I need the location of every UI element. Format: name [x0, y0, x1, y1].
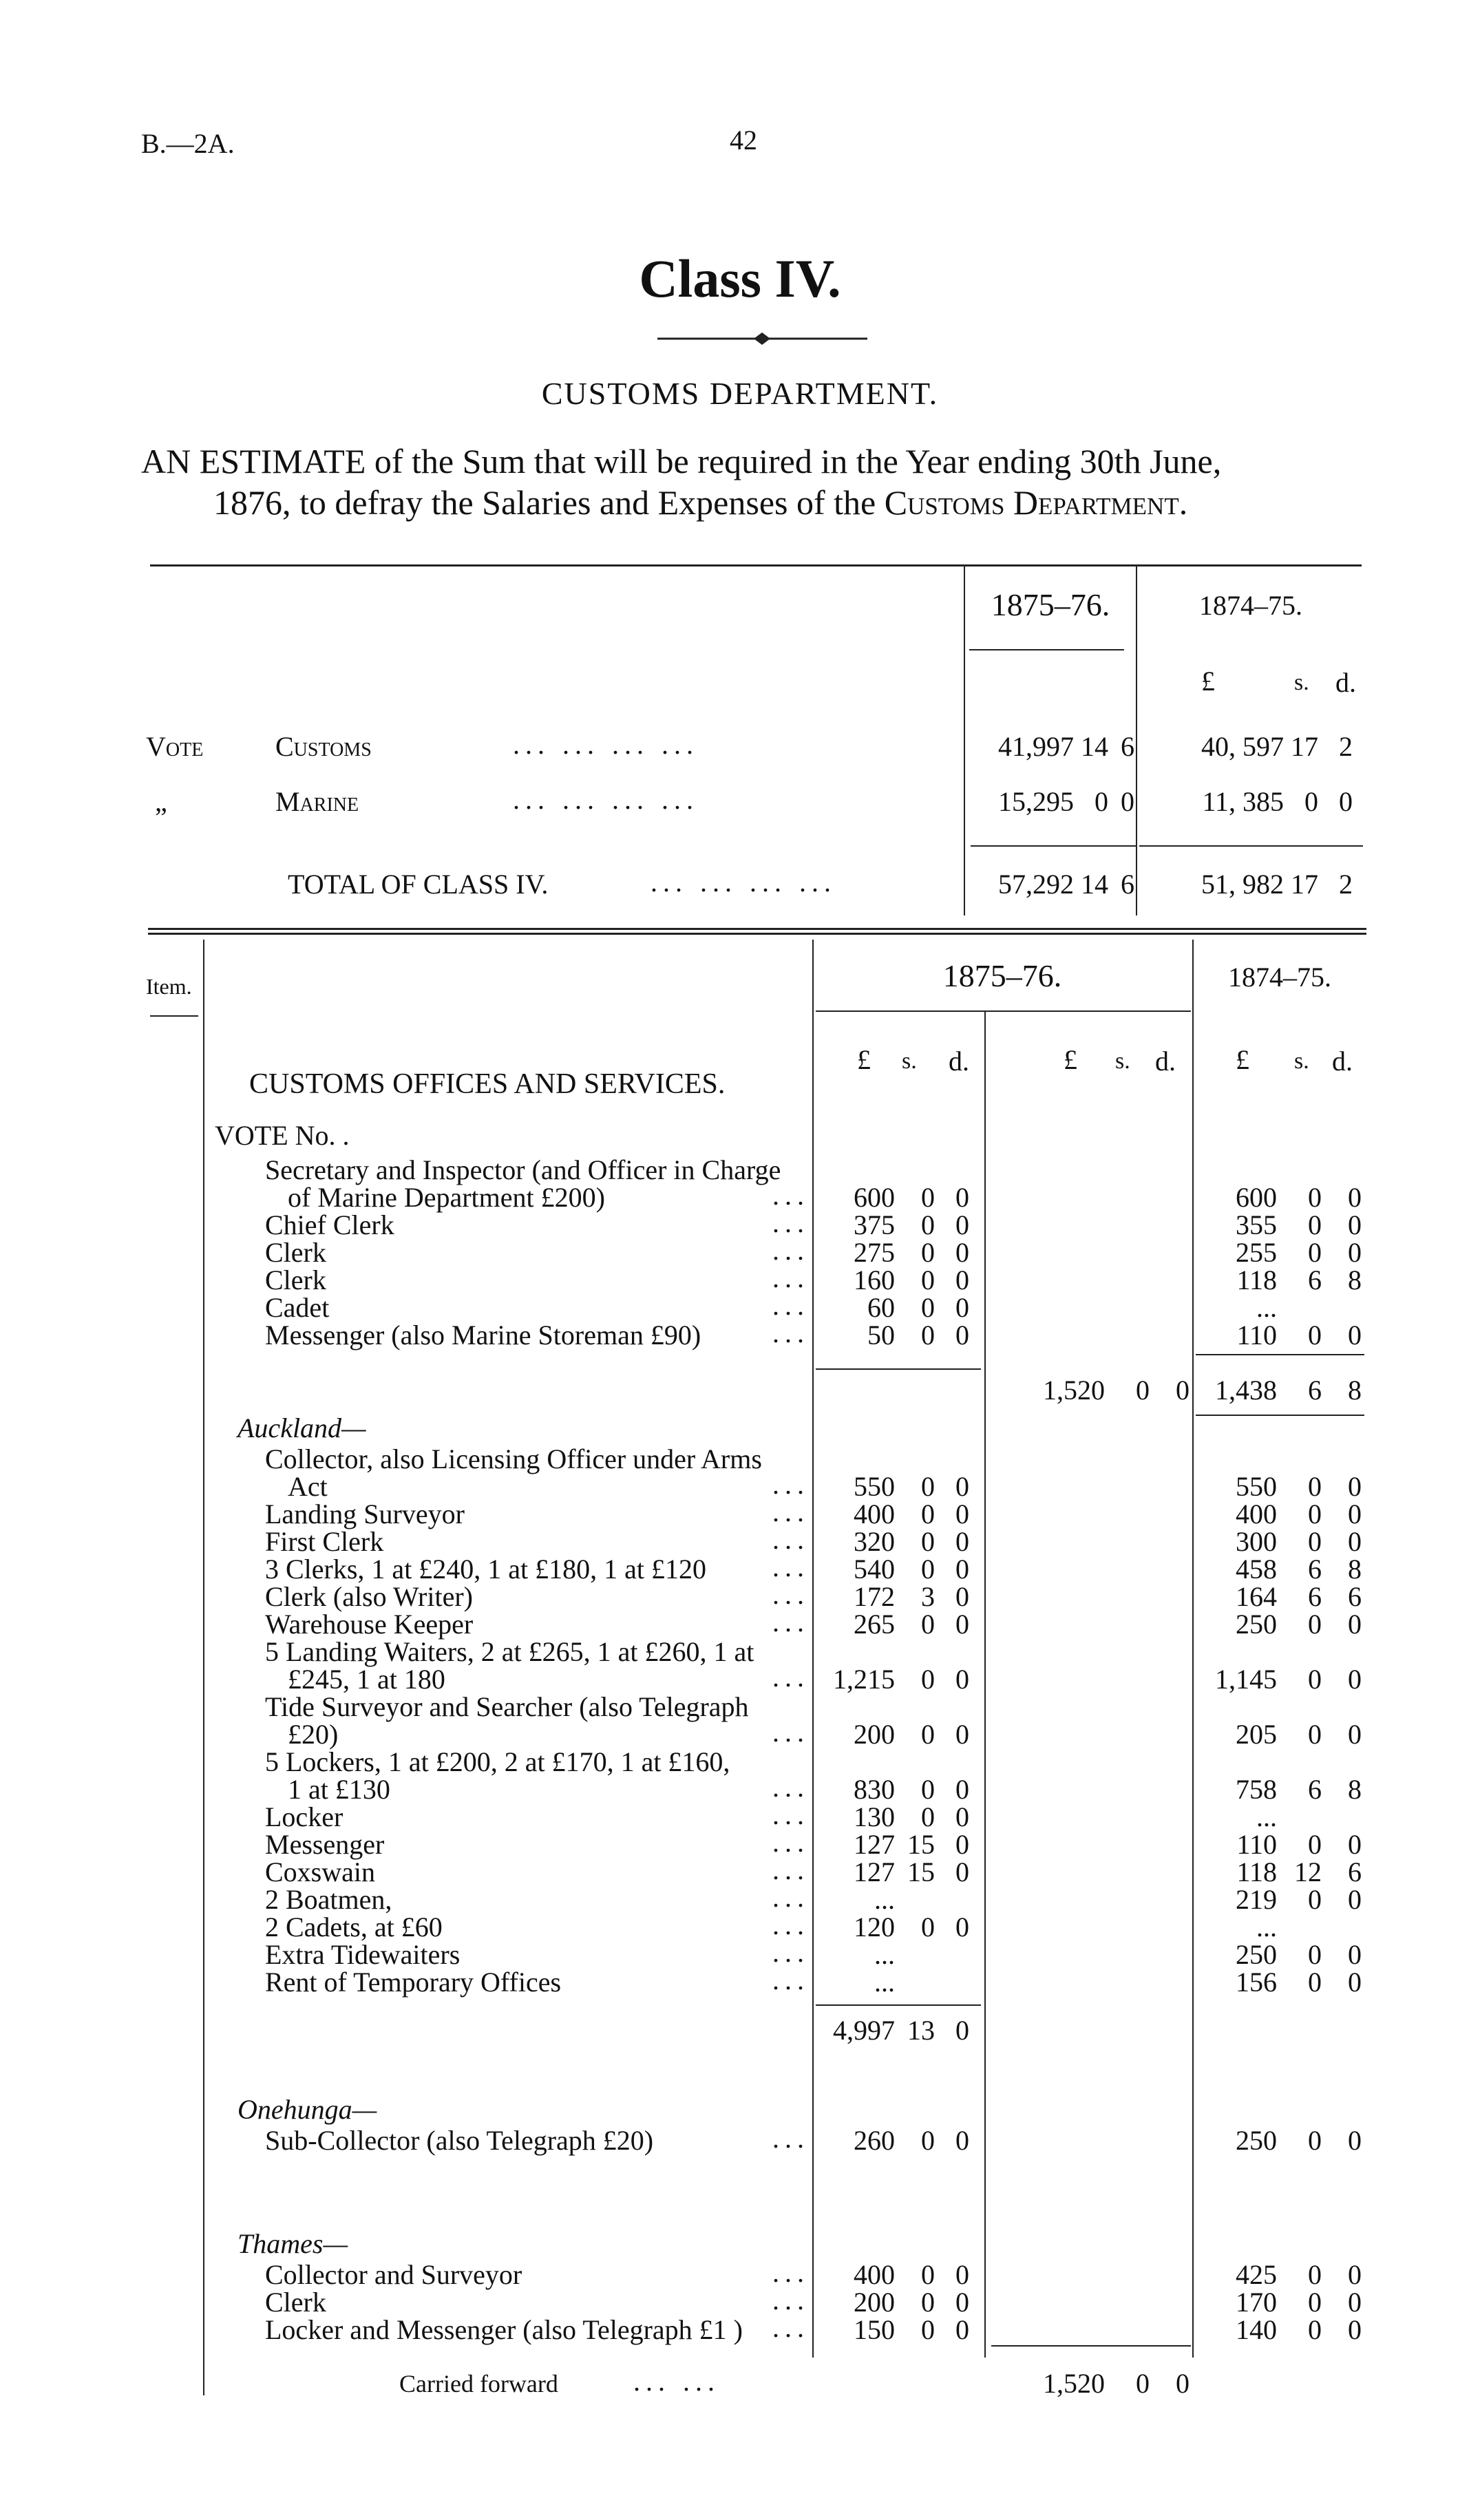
auckland-row-6-amount-shillings: 0	[921, 1609, 935, 1640]
detail-col-1874: 1874–75.	[1228, 962, 1331, 993]
auckland-row-10-amount-shillings: 0	[921, 1801, 935, 1832]
summary-row-1-prev-pence: 2	[1339, 731, 1353, 762]
head-total-shillings: 0	[1136, 1375, 1150, 1406]
auckland-row-10-label: Locker	[265, 1801, 343, 1832]
estimate-dept-name: Customs Department.	[884, 483, 1188, 522]
head-row-4-leader: ...	[772, 1262, 810, 1293]
thames-row-1-amount-pounds: 400	[854, 2259, 895, 2290]
thames-row-2-prev-shillings: 0	[1308, 2287, 1322, 2318]
summary-row-1-cur-pounds: 41,997	[998, 731, 1074, 762]
auckland-row-4-amount-pounds: 540	[854, 1554, 895, 1585]
head-row-5-label: Cadet	[265, 1292, 330, 1323]
auckland-row-3-leader: ...	[772, 1524, 810, 1555]
summary-row-1-cur-pence: 6	[1121, 731, 1134, 762]
head-row-1-prev-pounds: 600	[1236, 1182, 1277, 1213]
auckland-row-9-amount-pounds: 830	[854, 1774, 895, 1805]
auckland-heading: Auckland—	[237, 1412, 366, 1443]
detail-item-label: Item.	[146, 974, 192, 999]
estimate-line-2	[141, 482, 1380, 523]
auckland-row-16-prev-pounds: 156	[1236, 1967, 1277, 1998]
head-row-4-amount-pence: 0	[955, 1264, 969, 1295]
detail-col-rule	[816, 1010, 1191, 1012]
thames-row-2-amount-shillings: 0	[921, 2287, 935, 2318]
head-row-3-prev-pounds: 255	[1236, 1237, 1277, 1268]
auckland-row-1-label-cont: Act	[288, 1471, 328, 1502]
head-row-1-amount-pence: 0	[955, 1182, 969, 1213]
section-heading: CUSTOMS OFFICES AND SERVICES.	[249, 1068, 726, 1100]
document-reference: B.—2A.	[141, 128, 235, 159]
auckland-row-4-leader: ...	[772, 1552, 810, 1582]
thames-row-3-label: Locker and Messenger (also Telegraph £1 )	[265, 2314, 743, 2345]
auckland-row-13-prev-pence: 0	[1348, 1884, 1362, 1915]
head-row-2-amount-pounds: 375	[854, 1209, 895, 1240]
head-total-pence: 0	[1176, 1375, 1190, 1406]
auckland-row-16-prev-shillings: 0	[1308, 1967, 1322, 1998]
estimate-heading	[141, 441, 1380, 523]
auckland-row-9-amount-shillings: 0	[921, 1774, 935, 1805]
detail-unit-a-pence: d.	[949, 1046, 969, 1077]
thames-row-1-prev-shillings: 0	[1308, 2259, 1322, 2290]
head-row-1-prev-shillings: 0	[1308, 1182, 1322, 1213]
auckland-row-2-amount-shillings: 0	[921, 1499, 935, 1529]
summary-top-rule	[150, 564, 1362, 567]
estimate-line-1: AN ESTIMATE of the Sum that will be required in the Year ending 30th June,	[141, 442, 1222, 480]
auckland-row-14-label: 2 Cadets, at £60	[265, 1912, 443, 1942]
thames-row-3-prev-pounds: 140	[1236, 2314, 1277, 2345]
auckland-row-8-prev-pence: 0	[1348, 1719, 1362, 1750]
auckland-row-7-label: 5 Landing Waiters, 2 at £265, 1 at £260, 1 at	[265, 1636, 754, 1667]
auckland-row-7-amount-pounds: 1,215	[833, 1664, 895, 1695]
page-number: 42	[730, 125, 757, 156]
auckland-row-15-prev-pounds: 250	[1236, 1939, 1277, 1970]
summary-unit-pence: d.	[1335, 667, 1356, 698]
auckland-row-9-label: 5 Lockers, 1 at £200, 2 at £170, 1 at £160,	[265, 1746, 730, 1777]
head-row-1-amount-pounds: 600	[854, 1182, 895, 1213]
summary-row-1-prefix: Vote	[146, 731, 204, 762]
detail-vline-cur-split	[984, 1012, 986, 2358]
summary-total-cur-pence: 6	[1121, 869, 1134, 900]
auckland-total-pounds: 4,997	[833, 2015, 895, 2046]
class-title: Class IV.	[639, 248, 841, 308]
auckland-row-2-amount-pence: 0	[955, 1499, 969, 1529]
head-row-5-amount-pounds: 60	[867, 1292, 895, 1323]
head-total-prev-shillings: 6	[1308, 1375, 1322, 1406]
auckland-row-2-prev-pounds: 400	[1236, 1499, 1277, 1529]
auckland-row-1-leader: ...	[772, 1469, 810, 1500]
auckland-row-6-leader: ...	[772, 1607, 810, 1638]
auckland-row-11-amount-pounds: 127	[854, 1829, 895, 1860]
auckland-row-16-prev-pence: 0	[1348, 1967, 1362, 1998]
detail-unit-b-pounds: £	[1064, 1044, 1077, 1075]
auckland-row-10-amount-pence: 0	[955, 1801, 969, 1832]
thames-row-3-amount-pounds: 150	[854, 2314, 895, 2345]
auckland-row-3-prev-pence: 0	[1348, 1526, 1362, 1557]
onehunga-row-1-leader: ...	[772, 2123, 810, 2154]
detail-vline-item	[203, 940, 204, 2395]
head-row-4-prev-pence: 8	[1348, 1264, 1362, 1295]
auckland-row-11-leader: ...	[772, 1827, 810, 1858]
auckland-row-15-leader: ...	[772, 1937, 810, 1968]
head-row-6-prev-shillings: 0	[1308, 1320, 1322, 1351]
auckland-row-11-amount-shillings: 15	[907, 1829, 935, 1860]
department-heading: CUSTOMS DEPARTMENT.	[541, 376, 939, 411]
auckland-row-13-prev-pounds: 219	[1236, 1884, 1277, 1915]
summary-row-1-cur-shillings: 14	[1081, 731, 1108, 762]
auckland-row-5-amount-shillings: 3	[921, 1581, 935, 1612]
detail-vline-prev	[1192, 940, 1194, 2358]
detail-top-double-rule	[148, 928, 1366, 935]
auckland-row-5-prev-pounds: 164	[1236, 1581, 1277, 1612]
auckland-row-4-prev-shillings: 6	[1308, 1554, 1322, 1585]
summary-row-2-label: Marine	[275, 786, 359, 817]
auckland-row-15-prev-pence: 0	[1348, 1939, 1362, 1970]
head-row-4-amount-shillings: 0	[921, 1264, 935, 1295]
auckland-row-12-prev-shillings: 12	[1294, 1856, 1322, 1887]
auckland-row-8-amount-shillings: 0	[921, 1719, 935, 1750]
auckland-row-3-prev-shillings: 0	[1308, 1526, 1322, 1557]
auckland-row-1-prev-pounds: 550	[1236, 1471, 1277, 1502]
auckland-row-8-label-cont: £20)	[288, 1719, 339, 1750]
summary-total-prev-shillings: 17	[1291, 869, 1318, 900]
auckland-row-5-leader: ...	[772, 1579, 810, 1610]
auckland-row-12-prev-pounds: 118	[1236, 1856, 1277, 1887]
thames-row-2-prev-pence: 0	[1348, 2287, 1362, 2318]
auckland-row-16-leader: ...	[772, 1965, 810, 1995]
summary-row-1-leader: ... ... ... ...	[513, 729, 699, 760]
detail-unit-c-pounds: £	[1236, 1044, 1249, 1075]
thames-row-1-leader: ...	[772, 2257, 810, 2288]
auckland-row-2-leader: ...	[772, 1496, 810, 1527]
auckland-row-8-prev-shillings: 0	[1308, 1719, 1322, 1750]
head-row-6-leader: ...	[772, 1317, 810, 1348]
estimate-line-2-text: 1876, to defray the Salaries and Expenses of the	[213, 483, 885, 522]
head-row-3-label: Clerk	[265, 1237, 326, 1268]
auckland-row-9-leader: ...	[772, 1772, 810, 1803]
auckland-row-8-prev-pounds: 205	[1236, 1719, 1277, 1750]
auckland-row-8-label: Tide Surveyor and Searcher (also Telegraph	[265, 1691, 749, 1722]
summary-total-prev-pounds: 51, 982	[1201, 869, 1284, 900]
carried-forward-leader: ... ...	[633, 2366, 720, 2397]
auckland-row-12-amount-shillings: 15	[907, 1856, 935, 1887]
head-row-1-amount-shillings: 0	[921, 1182, 935, 1213]
auckland-row-2-label: Landing Surveyor	[265, 1499, 465, 1529]
auckland-row-11-amount-pence: 0	[955, 1829, 969, 1860]
auckland-row-7-leader: ...	[772, 1662, 810, 1693]
head-prev-bottom-rule	[1196, 1415, 1364, 1416]
head-row-2-label: Chief Clerk	[265, 1209, 394, 1240]
detail-col-1875: 1875–76.	[942, 958, 1062, 993]
thames-row-2-amount-pounds: 200	[854, 2287, 895, 2318]
detail-unit-b-pence: d.	[1155, 1046, 1176, 1077]
auckland-row-12-amount-pounds: 127	[854, 1856, 895, 1887]
detail-unit-c-pence: d.	[1332, 1046, 1353, 1077]
auckland-subtotal-rule	[816, 2004, 981, 2006]
auckland-row-12-label: Coxswain	[265, 1856, 375, 1887]
summary-row-2-prev-pounds: 11, 385	[1202, 786, 1284, 817]
detail-unit-a-shillings: s.	[902, 1048, 917, 1074]
auckland-row-7-prev-pounds: 1,145	[1215, 1664, 1277, 1695]
head-row-2-prev-shillings: 0	[1308, 1209, 1322, 1240]
summary-total-prev-pence: 2	[1339, 869, 1353, 900]
auckland-row-4-label: 3 Clerks, 1 at £240, 1 at £180, 1 at £120	[265, 1554, 707, 1585]
auckland-row-9-prev-pence: 8	[1348, 1774, 1362, 1805]
auckland-row-13-leader: ...	[772, 1882, 810, 1913]
carried-forward-pence: 0	[1176, 2368, 1190, 2399]
auckland-row-7-amount-shillings: 0	[921, 1664, 935, 1695]
auckland-row-7-amount-pence: 0	[955, 1664, 969, 1695]
carried-forward-shillings: 0	[1136, 2368, 1150, 2399]
detail-item-rule	[150, 1015, 198, 1017]
thames-row-1-amount-pence: 0	[955, 2259, 969, 2290]
summary-total-rule-prev	[1139, 845, 1363, 847]
auckland-row-9-label-cont: 1 at £130	[288, 1774, 390, 1805]
carried-forward-rule	[991, 2345, 1191, 2347]
auckland-row-11-prev-pounds: 110	[1236, 1829, 1277, 1860]
auckland-row-6-prev-shillings: 0	[1308, 1609, 1322, 1640]
auckland-row-14-amount-pounds: 120	[854, 1912, 895, 1942]
summary-row-2-cur-pounds: 15,295	[998, 786, 1074, 817]
thames-row-3-prev-shillings: 0	[1308, 2314, 1322, 2345]
head-row-2-prev-pounds: 355	[1236, 1209, 1277, 1240]
auckland-row-11-label: Messenger	[265, 1829, 385, 1860]
head-row-5-prev-pounds: ...	[1256, 1292, 1277, 1323]
thames-row-1-label: Collector and Surveyor	[265, 2259, 522, 2290]
auckland-row-14-amount-pence: 0	[955, 1912, 969, 1942]
head-row-1-label: Secretary and Inspector (and Officer in Charge	[265, 1154, 781, 1185]
auckland-row-1-label: Collector, also Licensing Officer under Arms	[265, 1443, 762, 1474]
summary-row-1-label: Customs	[275, 731, 372, 762]
thames-row-3-amount-shillings: 0	[921, 2314, 935, 2345]
summary-row-2-cur-shillings: 0	[1095, 786, 1108, 817]
head-total-pounds: 1,520	[1043, 1375, 1105, 1406]
auckland-row-12-amount-pence: 0	[955, 1856, 969, 1887]
head-row-5-amount-shillings: 0	[921, 1292, 935, 1323]
head-row-6-prev-pence: 0	[1348, 1320, 1362, 1351]
head-row-3-leader: ...	[772, 1235, 810, 1266]
head-row-2-amount-shillings: 0	[921, 1209, 935, 1240]
head-row-3-amount-pounds: 275	[854, 1237, 895, 1268]
auckland-row-3-amount-pence: 0	[955, 1526, 969, 1557]
thames-row-2-leader: ...	[772, 2285, 810, 2316]
head-prev-top-rule	[1196, 1354, 1364, 1355]
summary-row-1-prev-shillings: 17	[1291, 731, 1318, 762]
auckland-row-5-amount-pence: 0	[955, 1581, 969, 1612]
auckland-row-6-amount-pounds: 265	[854, 1609, 895, 1640]
auckland-total-shillings: 13	[907, 2015, 935, 2046]
carried-forward-pounds: 1,520	[1043, 2368, 1105, 2399]
thames-row-2-prev-pounds: 170	[1236, 2287, 1277, 2318]
detail-vline-desc	[812, 940, 814, 2358]
auckland-row-4-prev-pounds: 458	[1236, 1554, 1277, 1585]
head-row-6-amount-pence: 0	[955, 1320, 969, 1351]
thames-row-1-prev-pounds: 425	[1236, 2259, 1277, 2290]
head-subtotal-rule	[816, 1368, 981, 1370]
auckland-row-11-prev-shillings: 0	[1308, 1829, 1322, 1860]
auckland-row-1-amount-shillings: 0	[921, 1471, 935, 1502]
summary-total-label: TOTAL OF CLASS IV.	[288, 869, 549, 900]
head-row-1-prev-pence: 0	[1348, 1182, 1362, 1213]
auckland-row-6-amount-pence: 0	[955, 1609, 969, 1640]
summary-col-rule	[969, 649, 1124, 650]
auckland-row-1-amount-pence: 0	[955, 1471, 969, 1502]
summary-row-2-leader: ... ... ... ...	[513, 784, 699, 815]
auckland-row-9-amount-pence: 0	[955, 1774, 969, 1805]
auckland-row-7-prev-shillings: 0	[1308, 1664, 1322, 1695]
onehunga-heading: Onehunga—	[237, 2094, 377, 2125]
head-row-6-prev-pounds: 110	[1236, 1320, 1277, 1351]
auckland-row-10-prev-pounds: ...	[1256, 1801, 1277, 1832]
auckland-row-3-label: First Clerk	[265, 1526, 384, 1557]
auckland-row-7-prev-pence: 0	[1348, 1664, 1362, 1695]
auckland-row-10-leader: ...	[772, 1799, 810, 1830]
auckland-row-16-label: Rent of Temporary Offices	[265, 1967, 562, 1998]
auckland-row-15-amount-pounds: ...	[874, 1939, 895, 1970]
head-total-prev-pence: 8	[1348, 1375, 1362, 1406]
head-row-4-amount-pounds: 160	[854, 1264, 895, 1295]
thames-row-2-amount-pence: 0	[955, 2287, 969, 2318]
auckland-row-3-prev-pounds: 300	[1236, 1526, 1277, 1557]
head-row-2-leader: ...	[772, 1207, 810, 1238]
head-row-2-prev-pence: 0	[1348, 1209, 1362, 1240]
auckland-row-6-label: Warehouse Keeper	[265, 1609, 474, 1640]
head-row-6-amount-pounds: 50	[867, 1320, 895, 1351]
thames-heading: Thames—	[237, 2228, 348, 2259]
summary-row-2-cur-pence: 0	[1121, 786, 1134, 817]
auckland-row-3-amount-pounds: 320	[854, 1526, 895, 1557]
auckland-row-12-prev-pence: 6	[1348, 1856, 1362, 1887]
thames-row-2-label: Clerk	[265, 2287, 326, 2318]
head-row-5-leader: ...	[772, 1290, 810, 1321]
summary-total-cur-pounds: 57,292	[998, 869, 1074, 900]
auckland-row-8-leader: ...	[772, 1717, 810, 1748]
head-row-4-prev-pounds: 118	[1236, 1264, 1277, 1295]
auckland-row-12-leader: ...	[772, 1854, 810, 1885]
onehunga-row-1-prev-shillings: 0	[1308, 2125, 1322, 2156]
head-row-1-label-cont: of Marine Department £200)	[288, 1182, 605, 1213]
onehunga-row-1-amount-shillings: 0	[921, 2125, 935, 2156]
detail-unit-a-pounds: £	[857, 1044, 871, 1075]
auckland-row-8-amount-pounds: 200	[854, 1719, 895, 1750]
summary-row-2-prev-shillings: 0	[1304, 786, 1318, 817]
thames-row-3-leader: ...	[772, 2312, 810, 2343]
auckland-row-13-prev-shillings: 0	[1308, 1884, 1322, 1915]
head-row-1-leader: ...	[772, 1180, 810, 1211]
summary-row-1-prev-pounds: 40, 597	[1201, 731, 1284, 762]
head-row-4-label: Clerk	[265, 1264, 326, 1295]
auckland-row-4-amount-shillings: 0	[921, 1554, 935, 1585]
thames-row-1-prev-pence: 0	[1348, 2259, 1362, 2290]
auckland-row-1-prev-shillings: 0	[1308, 1471, 1322, 1502]
summary-row-2-prev-pence: 0	[1339, 786, 1353, 817]
onehunga-row-1-prev-pence: 0	[1348, 2125, 1362, 2156]
detail-unit-c-shillings: s.	[1294, 1048, 1309, 1074]
summary-col-1875: 1875–76.	[991, 587, 1110, 622]
auckland-row-4-amount-pence: 0	[955, 1554, 969, 1585]
head-row-6-label: Messenger (also Marine Storeman £90)	[265, 1320, 701, 1351]
auckland-row-2-prev-shillings: 0	[1308, 1499, 1322, 1529]
summary-total-rule-cur	[971, 845, 1136, 847]
auckland-row-9-prev-pounds: 758	[1236, 1774, 1277, 1805]
auckland-row-5-label: Clerk (also Writer)	[265, 1581, 473, 1612]
vote-number: VOTE No. .	[215, 1120, 350, 1151]
auckland-row-4-prev-pence: 8	[1348, 1554, 1362, 1585]
auckland-row-14-leader: ...	[772, 1909, 810, 1940]
auckland-total-pence: 0	[955, 2015, 969, 2046]
auckland-row-6-prev-pence: 0	[1348, 1609, 1362, 1640]
head-row-6-amount-shillings: 0	[921, 1320, 935, 1351]
head-total-prev-pounds: 1,438	[1215, 1375, 1277, 1406]
auckland-row-16-amount-pounds: ...	[874, 1967, 895, 1998]
auckland-row-11-prev-pence: 0	[1348, 1829, 1362, 1860]
onehunga-row-1-amount-pounds: 260	[854, 2125, 895, 2156]
summary-unit-pounds: £	[1201, 666, 1215, 697]
head-row-5-amount-pence: 0	[955, 1292, 969, 1323]
auckland-row-14-amount-shillings: 0	[921, 1912, 935, 1942]
head-row-3-prev-pence: 0	[1348, 1237, 1362, 1268]
auckland-row-5-amount-pounds: 172	[854, 1581, 895, 1612]
auckland-row-9-prev-shillings: 6	[1308, 1774, 1322, 1805]
auckland-row-14-prev-pounds: ...	[1256, 1912, 1277, 1942]
summary-total-leader: ... ... ... ...	[651, 867, 836, 898]
onehunga-row-1-amount-pence: 0	[955, 2125, 969, 2156]
head-row-3-amount-shillings: 0	[921, 1237, 935, 1268]
auckland-row-8-amount-pence: 0	[955, 1719, 969, 1750]
head-row-4-prev-shillings: 6	[1308, 1264, 1322, 1295]
auckland-row-1-amount-pounds: 550	[854, 1471, 895, 1502]
auckland-row-5-prev-shillings: 6	[1308, 1581, 1322, 1612]
auckland-row-13-amount-pounds: ...	[874, 1884, 895, 1915]
head-row-2-amount-pence: 0	[955, 1209, 969, 1240]
thames-row-3-amount-pence: 0	[955, 2314, 969, 2345]
thames-row-1-amount-shillings: 0	[921, 2259, 935, 2290]
auckland-row-7-label-cont: £245, 1 at 180	[288, 1664, 445, 1695]
diamond-ornament-icon	[657, 330, 867, 347]
summary-row-2-prefix: „	[155, 786, 167, 817]
auckland-row-13-label: 2 Boatmen,	[265, 1884, 392, 1915]
summary-unit-shillings: s.	[1294, 670, 1309, 695]
auckland-row-5-prev-pence: 6	[1348, 1581, 1362, 1612]
detail-unit-b-shillings: s.	[1115, 1048, 1130, 1074]
onehunga-row-1-label: Sub-Collector (also Telegraph £20)	[265, 2125, 654, 2156]
auckland-row-2-prev-pence: 0	[1348, 1499, 1362, 1529]
onehunga-row-1-prev-pounds: 250	[1236, 2125, 1277, 2156]
auckland-row-15-label: Extra Tidewaiters	[265, 1939, 461, 1970]
auckland-row-15-prev-shillings: 0	[1308, 1939, 1322, 1970]
head-row-3-amount-pence: 0	[955, 1237, 969, 1268]
auckland-row-6-prev-pounds: 250	[1236, 1609, 1277, 1640]
auckland-row-1-prev-pence: 0	[1348, 1471, 1362, 1502]
head-row-3-prev-shillings: 0	[1308, 1237, 1322, 1268]
auckland-row-10-amount-pounds: 130	[854, 1801, 895, 1832]
thames-row-3-prev-pence: 0	[1348, 2314, 1362, 2345]
auckland-row-2-amount-pounds: 400	[854, 1499, 895, 1529]
auckland-row-3-amount-shillings: 0	[921, 1526, 935, 1557]
summary-total-cur-shillings: 14	[1081, 869, 1108, 900]
carried-forward-label: Carried forward	[399, 2370, 558, 2397]
summary-col-1874: 1874–75.	[1199, 590, 1302, 621]
